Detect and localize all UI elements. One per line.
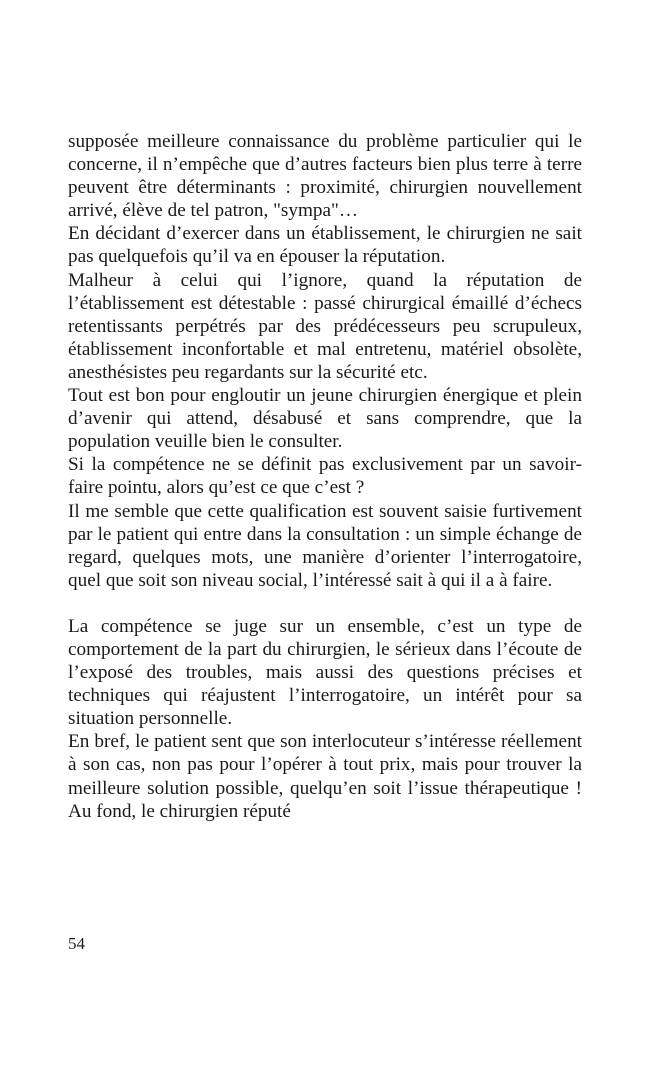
page-number: 54: [68, 934, 85, 953]
page-body: [68, 130, 582, 823]
paragraph-5: Si la compétence ne se définit pas exclusivement par un savoir-faire pointu, alors qu’est ce que c’est ?: [68, 454, 582, 499]
paragraph-3: Malheur à celui qui l’ignore, quand la réputation de l’établissement est détestable : passé chirurgical émaillé d’échecs retentissants perpétrés par des prédécesseurs peu scrupuleux, établissement inconfortable et mal entretenu, matériel obsolète, anesthésistes peu regardants sur la sécurité etc.: [68, 269, 582, 383]
paragraph-4: Tout est bon pour engloutir un jeune chirurgien énergique et plein d’avenir qui attend, désabusé et sans comprendre, que la population veuille bien le consulter.: [68, 385, 582, 453]
paragraph-6: Il me semble que cette qualification est souvent saisie furtivement par le patient qui entre dans la consultation : un simple échange de regard, quelques mots, une manière d’orienter l’interrogatoire, quel que soit son niveau social, l’intéressé sait à qui il a à faire.: [68, 500, 582, 591]
paragraph-7: La compétence se juge sur un ensemble, c’est un type de comportement de la part du chirurgien, le sérieux dans l’écoute de l’exposé des troubles, mais aussi des questions précises et techniques qui réajustent l’interrogatoire, un intérêt pour sa situation personnelle.: [68, 615, 582, 730]
paragraph-2: En décidant d’exercer dans un établissement, le chirurgien ne sait pas quelquefois qu’il va en épouser la réputation.: [68, 223, 582, 268]
paragraph-8: En bref, le patient sent que son interlocuteur s’intéresse réellement à son cas, non pas pour l’opérer à tout prix, mais pour trouver la meilleure solution possible, quelqu’en soit l’issue thérapeutique ! Au fond, le chirurgien réputé: [68, 731, 582, 822]
paragraph-1: supposée meilleure connaissance du problème particulier qui le concerne, il n’empêche que d’autres facteurs bien plus terre à terre peuvent être déterminants : proximité, chirurgien nouvellement arrivé, élève de tel patron, "sympa"…: [68, 131, 582, 222]
